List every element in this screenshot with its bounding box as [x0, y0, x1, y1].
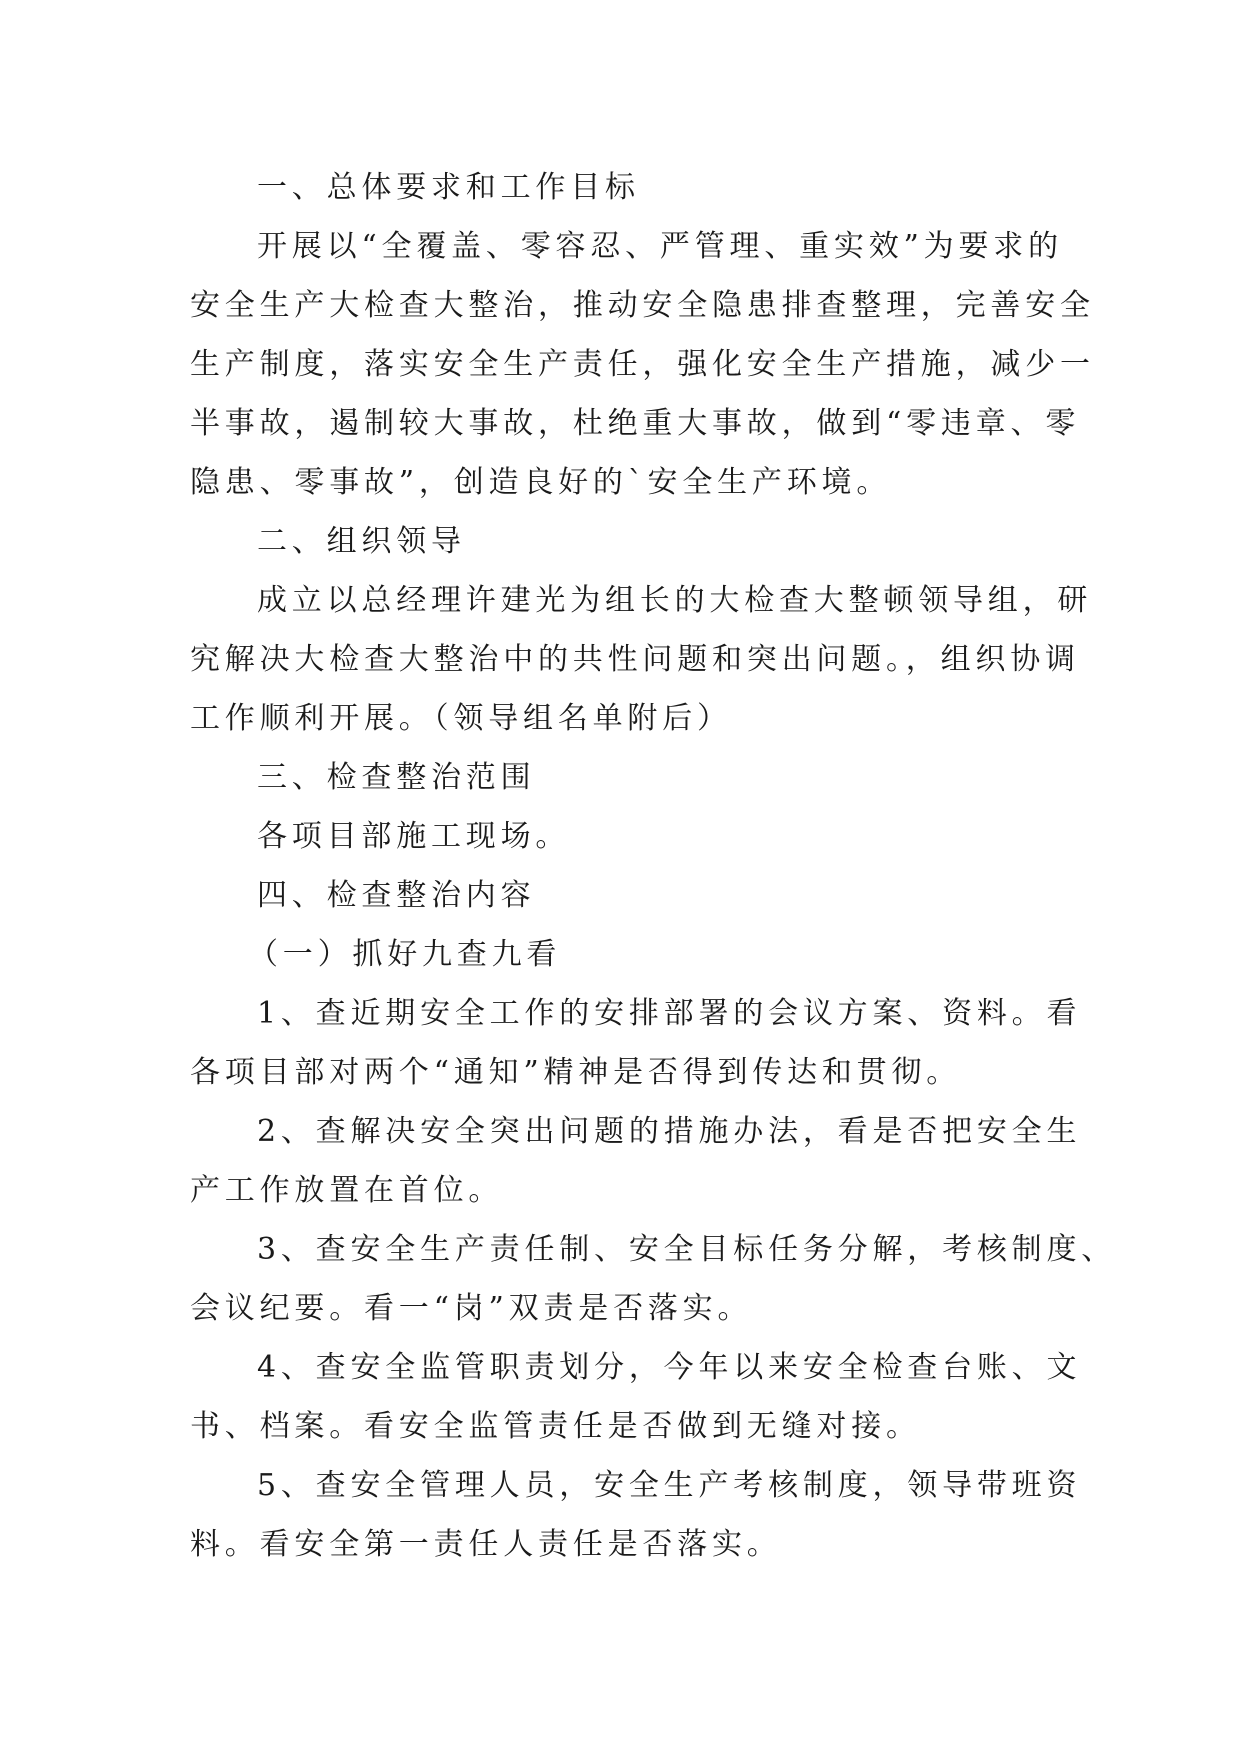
- section-heading-2: 二、组织领导: [257, 524, 466, 559]
- list-item-2-line: 产工作放置在首位。: [190, 1173, 504, 1208]
- list-item-3-line: 3、查安全生产责任制、安全目标任务分解，考核制度、: [257, 1232, 1117, 1267]
- paragraph-line: 开展以“全覆盖、零容忍、严管理、重实效”为要求的: [257, 229, 1063, 264]
- list-item-1-line: 各项目部对两个“通知”精神是否得到传达和贯彻。: [190, 1055, 962, 1090]
- paragraph-line: 生产制度，落实安全生产责任，强化安全生产措施，减少一: [190, 347, 1095, 382]
- paragraph-line: 成立以总经理许建光为组长的大检查大整顿领导组，研: [257, 583, 1093, 618]
- section-heading-3: 三、检查整治范围: [257, 760, 536, 795]
- paragraph-line: 工作顺利开展。（领导组名单附后）: [190, 701, 732, 736]
- paragraph-line: 究解决大检查大整治中的共性问题和突出问题。，组织协调: [190, 642, 1080, 677]
- list-item-4-line: 书、档案。看安全监管责任是否做到无缝对接。: [190, 1409, 921, 1444]
- section-heading-1: 一、总体要求和工作目标: [257, 170, 640, 205]
- subsection-heading: （一）抓好九查九看: [248, 937, 562, 972]
- list-item-4-line: 4、查安全监管职责划分，今年以来安全检查台账、文: [257, 1350, 1082, 1385]
- section-heading-4: 四、检查整治内容: [257, 878, 536, 913]
- document-body: [190, 158, 1117, 1574]
- list-item-1-line: 1、查近期安全工作的安排部署的会议方案、资料。看: [257, 996, 1082, 1031]
- list-item-3-line: 会议纪要。看一“岗”双责是否落实。: [190, 1291, 753, 1326]
- list-item-5-line: 料。看安全第一责任人责任是否落实。: [190, 1527, 782, 1562]
- paragraph-line: 各项目部施工现场。: [257, 819, 571, 854]
- paragraph-line: 安全生产大检查大整治，推动安全隐患排查整理，完善安全: [190, 288, 1095, 323]
- paragraph-line: 隐患、零事故”，创造良好的`安全生产环境。: [190, 465, 892, 500]
- list-item-5-line: 5、查安全管理人员，安全生产考核制度，领导带班资: [257, 1468, 1082, 1503]
- list-item-2-line: 2、查解决安全突出问题的措施办法，看是否把安全生: [257, 1114, 1082, 1149]
- paragraph-line: 半事故，遏制较大事故，杜绝重大事故，做到“零违章、零: [190, 406, 1081, 441]
